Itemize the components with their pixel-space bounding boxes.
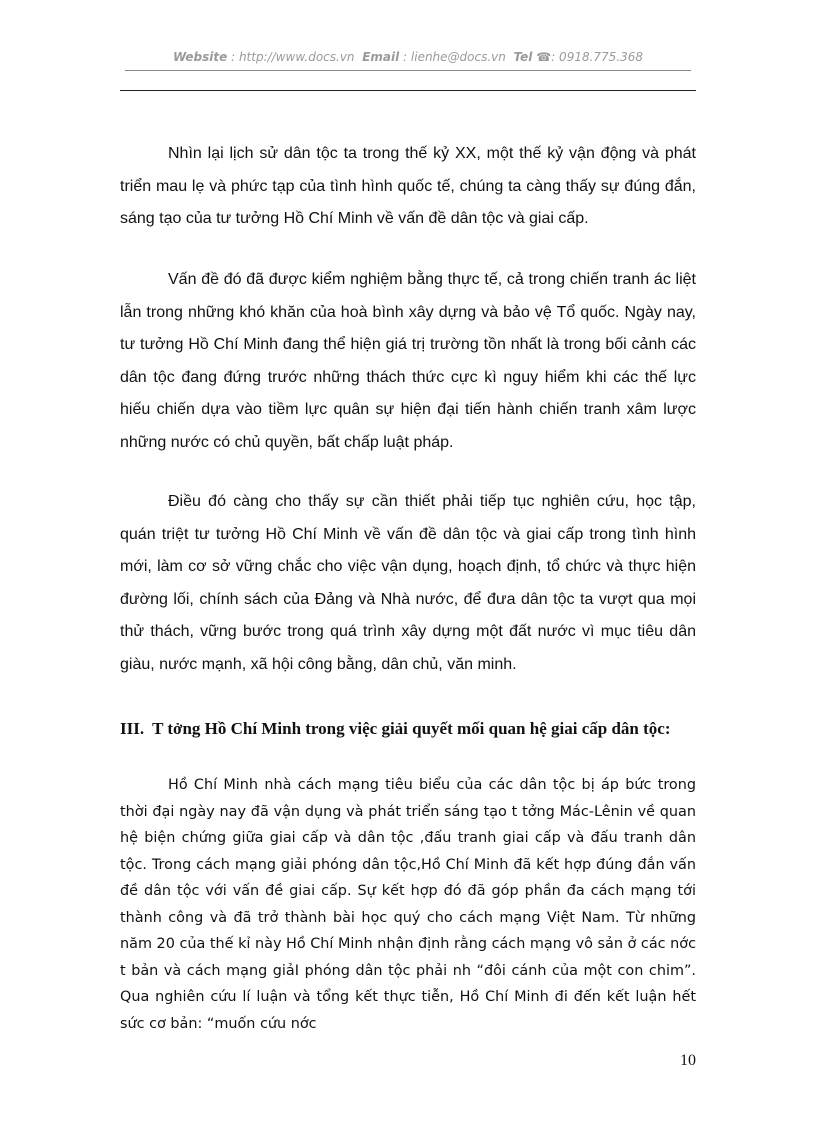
email-value: : lienhe@docs.vn [403, 50, 506, 64]
section-number: III. [120, 719, 145, 738]
website-value: : http://www.docs.vn [231, 50, 355, 64]
paragraph-2 [120, 264, 696, 459]
tel-value: : 0918.775.368 [551, 50, 644, 64]
paragraph-1 [120, 138, 696, 236]
tel-label: Tel [513, 50, 533, 64]
section-paragraph-text: Hồ Chí Minh nhà cách mạng tiêu biểu của các dân tộc bị áp bức trong thời đại ngày nay đã vận dụng và phát triển sáng tạo t tởng Mác-Lênin về quan hệ biện chứng giữa giai cấp và dân tộc ,đấu tranh giai cấp và đấu tranh dân tộc. Trong cách mạng giải phóng dân tộc,Hồ Chí Minh đã kết hợp đúng đắn vấn đề dân tộc với vấn đề giai cấp. Sự kết hợp đó đã góp phần đa cách mạng tới thành công và đã trở thành bài học quý cho cách mạng Việt Nam. Từ những năm 20 của thế kỉ này Hồ Chí Minh nhận định rằng cách mạng vô sản ở các nớc t bản và cách mạng giảI phóng dân tộc phải nh “đôi cánh của một con chim”. Qua nghiên cứu lí luận và tổng kết thực tiễn, Hồ Chí Minh đi đến kết luận hết sức cơ bản: “muốn cứu nớc [120, 777, 696, 1032]
paragraph-3 [120, 486, 696, 681]
paragraph-text: Vấn đề đó đã được kiểm nghiệm bằng thực tế, cả trong chiến tranh ác liệt lẫn trong những khó khăn của hoà bình xây dựng và bảo vệ Tổ quốc. Ngày nay, tư tưởng Hồ Chí Minh đang thể hiện giá trị trường tồn nhất là trong bối cảnh các dân tộc đang đứng trước những thách thức cực kì nguy hiểm khi các thế lực hiếu chiến dựa vào tiềm lực quân sự hiện đại tiến hành chiến tranh xâm lược những nước có chủ quyền, bất chấp luật pháp. [120, 271, 696, 451]
section-title: T tởng Hồ Chí Minh trong việc giải quyết mối quan hệ giai cấp dân tộc: [152, 719, 671, 738]
header-divider [120, 90, 696, 91]
header-rule [125, 70, 691, 71]
page-number: 10 [680, 1052, 696, 1069]
website-label: Website [172, 50, 228, 64]
email-label: Email [362, 50, 400, 64]
paragraph-text: Điều đó càng cho thấy sự cần thiết phải tiếp tục nghiên cứu, học tập, quán triệt tư tưởng Hồ Chí Minh về vấn đề dân tộc và giai cấp trong tình hình mới, làm cơ sở vững chắc cho việc vận dụng, hoạch định, tổ chức và thực hiện đường lối, chính sách của Đảng và Nhà nước, để đưa dân tộc ta vượt qua mọi thử thách, vững bước trong quá trình xây dựng một đất nước vì mục tiêu dân giàu, nước mạnh, xã hội công bằng, dân chủ, văn minh. [120, 493, 696, 673]
phone-icon: ☎ [536, 50, 552, 64]
paragraph-text: Nhìn lại lịch sử dân tộc ta trong thế kỷ XX, một thế kỷ vận động và phát triển mau lẹ và phức tạp của tình hình quốc tế, chúng ta càng thấy sự đúng đắn, sáng tạo của tư tưởng Hồ Chí Minh về vấn đề dân tộc và giai cấp. [120, 145, 696, 227]
page-header [125, 50, 691, 68]
section-paragraph [120, 772, 696, 1037]
section-heading [120, 712, 696, 746]
